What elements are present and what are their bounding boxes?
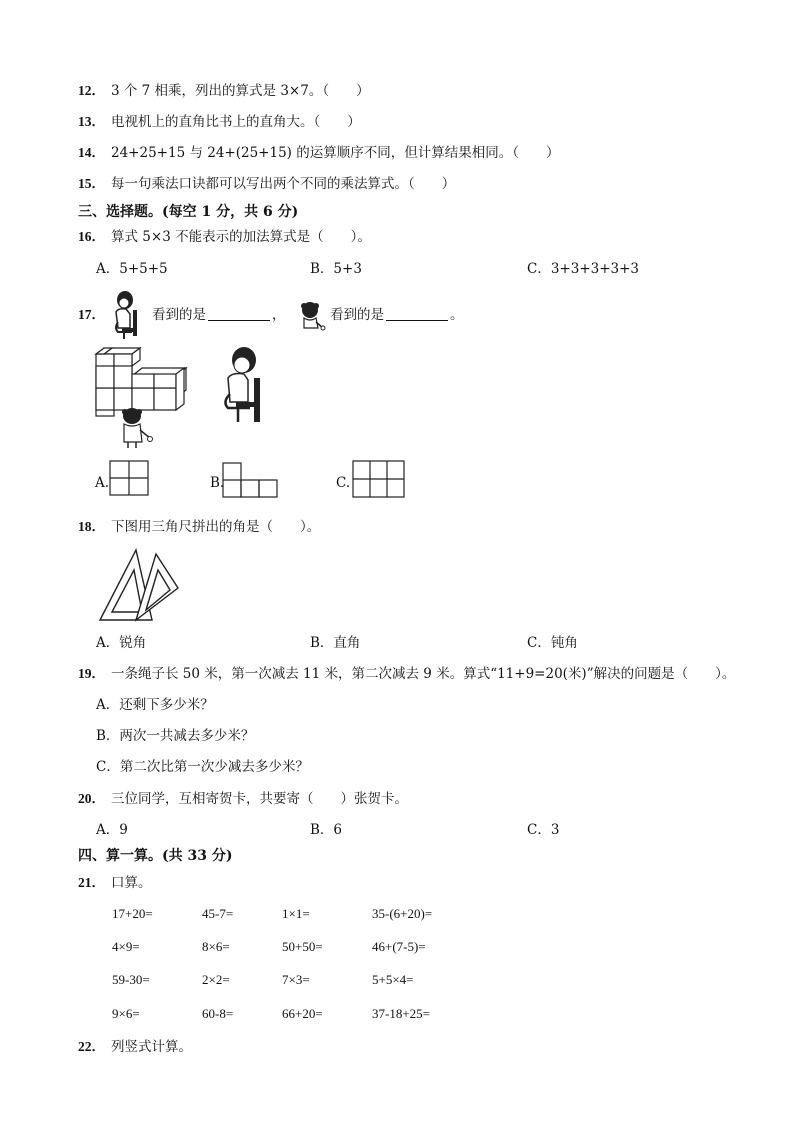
option-b-grid (222, 462, 278, 498)
question-text: 看到的是 (330, 307, 384, 323)
question-number: 20． (78, 791, 105, 806)
question-number: 16． (78, 229, 105, 244)
question-19 (78, 665, 735, 683)
question-text: 3 个 7 相乘，列出的算式是 3×7。（ ） (111, 83, 370, 99)
comma-text: ， (272, 307, 286, 323)
calc-item: 17+20= (112, 906, 153, 921)
option-a: A．还剩下多少米？ (96, 697, 214, 713)
question-number: 18． (78, 519, 105, 534)
calc-item: 37-18+25= (372, 1006, 430, 1021)
calc-item: 59-30= (112, 972, 150, 987)
section-title-choice: 三、选择题。(每空 1 分，共 6 分) (78, 204, 299, 220)
question-12 (78, 82, 370, 100)
question-text: 列竖式计算。 (111, 1039, 192, 1055)
question-17-part1 (152, 306, 286, 324)
cube-stack-figure (92, 346, 192, 450)
calc-item: 7×3= (282, 972, 310, 987)
question-16 (78, 228, 371, 246)
question-number: 22． (78, 1039, 105, 1054)
question-17-part2 (330, 306, 464, 324)
option-c: C．3+3+3+3+3 (527, 261, 640, 277)
option-b: B．5+3 (310, 261, 362, 277)
option-b: B．6 (310, 822, 343, 838)
option-c-label: C. (336, 475, 351, 491)
answer-blank (386, 306, 448, 321)
question-number: 19． (78, 666, 105, 681)
girl-icon (298, 300, 326, 332)
question-text: 电视机上的直角比书上的直角大。（ ） (111, 114, 361, 130)
calc-item: 45-7= (202, 906, 234, 921)
calc-item: 1×1= (282, 906, 310, 921)
calc-item: 66+20= (282, 1006, 323, 1021)
boy-sitting-figure (216, 344, 266, 424)
question-text: 一条绳子长 50 米，第一次减去 11 米，第二次减去 9 米。算式“11+9=20(米)”解决的问题是（ ）。 (111, 666, 736, 682)
calc-item: 2×2= (202, 972, 230, 987)
calc-item: 46+(7-5)= (372, 939, 426, 954)
question-20 (78, 790, 408, 808)
option-a: A．9 (96, 822, 128, 838)
calc-item: 5+5×4= (372, 972, 414, 987)
question-13 (78, 113, 361, 131)
calc-item: 8×6= (202, 939, 230, 954)
section-title-calc: 四、算一算。(共 33 分) (78, 848, 233, 864)
option-b: B．两次一共减去多少米？ (96, 728, 255, 744)
question-number: 14． (78, 145, 105, 160)
option-c: C．钝角 (527, 635, 578, 651)
option-b: B．直角 (310, 635, 361, 651)
option-c: C．3 (527, 822, 560, 838)
question-text: 24+25+15 与 24+(25+15) 的运算顺序不同，但计算结果相同。（ ） (111, 145, 560, 161)
calc-item: 9×6= (112, 1006, 140, 1021)
question-17 (78, 306, 111, 324)
question-text: 三位同学，互相寄贺卡，共要寄（ ）张贺卡。 (111, 791, 408, 807)
question-number: 13． (78, 114, 105, 129)
option-a: A．锐角 (96, 635, 147, 651)
calc-item: 4×9= (112, 939, 140, 954)
calc-item: 50+50= (282, 939, 323, 954)
option-a-grid (109, 460, 149, 496)
calc-item: 35-(6+20)= (372, 906, 433, 921)
question-number: 17． (78, 307, 105, 322)
question-text: 下图用三角尺拼出的角是（ ）。 (111, 519, 321, 535)
question-text: 口算。 (111, 875, 152, 891)
question-number: 12． (78, 83, 105, 98)
question-22 (78, 1038, 192, 1056)
option-c-grid (352, 460, 406, 498)
question-21 (78, 874, 152, 892)
period-text: 。 (450, 307, 464, 323)
option-a: A．5+5+5 (96, 261, 168, 277)
set-squares-figure (96, 548, 180, 624)
question-18 (78, 518, 320, 536)
answer-blank (208, 306, 270, 321)
question-text: 看到的是 (152, 307, 206, 323)
option-a-label: A. (95, 475, 110, 491)
option-b-label: B. (210, 475, 225, 491)
calc-item: 60-8= (202, 1006, 234, 1021)
question-text: 算式 5×3 不能表示的加法算式是（ ）。 (111, 229, 371, 245)
question-text: 每一句乘法口诀都可以写出两个不同的乘法算式。（ ） (111, 176, 456, 192)
question-14 (78, 144, 559, 162)
question-number: 21． (78, 875, 105, 890)
question-15 (78, 175, 455, 193)
question-number: 15． (78, 176, 105, 191)
boy-sitting-icon (108, 288, 142, 340)
option-c: C．第二次比第一次少减去多少米？ (96, 759, 309, 775)
